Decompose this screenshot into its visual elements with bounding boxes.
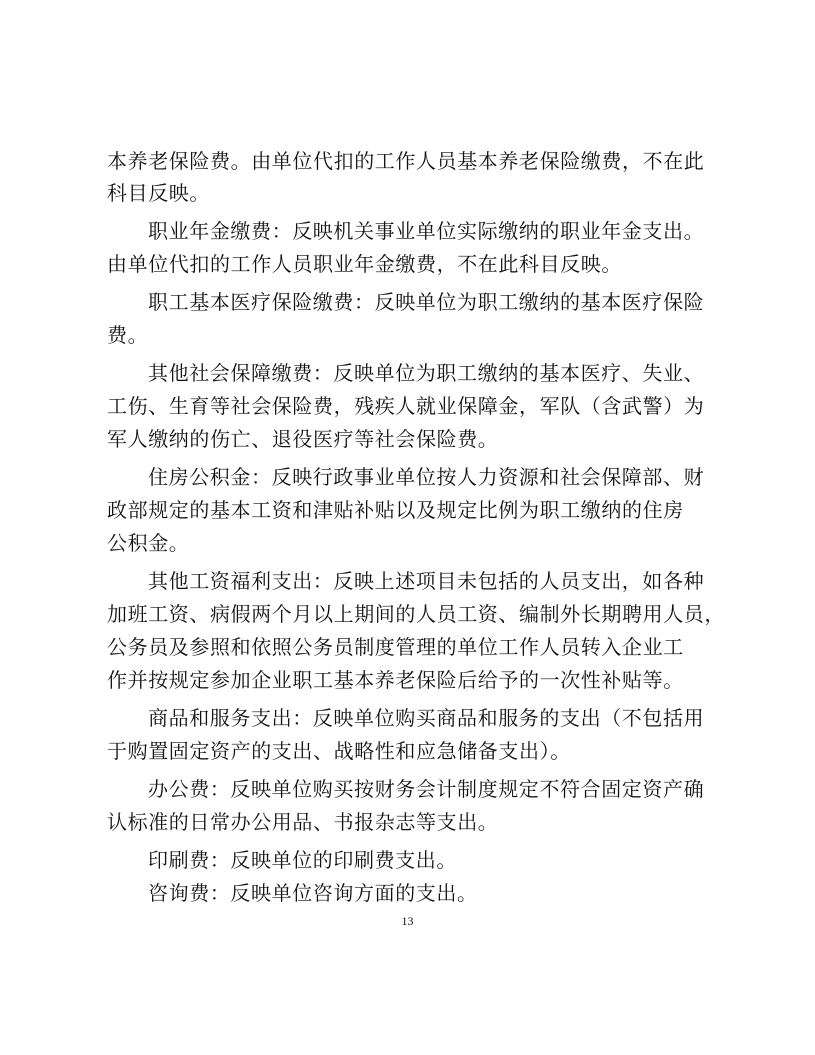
text-line: 公积金。 (107, 531, 190, 555)
text-line: 工伤、生育等社会保险费，残疾人就业保障金，军队（含武警）为 (107, 394, 705, 418)
text-line: 印刷费：反映单位的印刷费支出。 (148, 848, 457, 872)
page-number: 13 (401, 914, 414, 928)
text-line: 政部规定的基本工资和津贴补贴以及规定比例为职工缴纳的住房 (107, 498, 684, 522)
text-line: 加班工资、病假两个月以上期间的人员工资、编制外长期聘用人员， (107, 602, 725, 626)
text-line: 军人缴纳的伤亡、退役医疗等社会保险费。 (107, 427, 499, 451)
text-line: 商品和服务支出：反映单位购买商品和服务的支出（不包括用 (148, 706, 705, 730)
text-line: 本养老保险费。由单位代扣的工作人员基本养老保险缴费，不在此 (107, 149, 705, 173)
text-line: 其他社会保障缴费：反映单位为职工缴纳的基本医疗、失业、 (148, 361, 705, 385)
text-line: 认标准的日常办公用品、书报杂志等支出。 (107, 810, 499, 834)
text-line: 住房公积金：反映行政事业单位按人力资源和社会保障部、财 (148, 465, 705, 489)
text-line: 职工基本医疗保险缴费：反映单位为职工缴纳的基本医疗保险 (148, 290, 705, 314)
text-line: 咨询费：反映单位咨询方面的支出。 (148, 881, 478, 905)
text-line: 作并按规定参加企业职工基本养老保险后给予的一次性补贴等。 (107, 668, 684, 692)
text-line: 科目反映。 (107, 181, 210, 205)
text-line: 公务员及参照和依照公务员制度管理的单位工作人员转入企业工 (107, 635, 684, 659)
text-line: 职业年金缴费：反映机关事业单位实际缴纳的职业年金支出。 (148, 219, 705, 243)
text-line: 于购置固定资产的支出、战略性和应急储备支出）。 (107, 739, 571, 763)
text-line: 办公费：反映单位购买按财务会计制度规定不符合固定资产确 (148, 777, 705, 801)
text-line: 其他工资福利支出：反映上述项目未包括的人员支出，如各种 (148, 569, 705, 593)
text-line: 费。 (107, 323, 149, 347)
text-line: 由单位代扣的工作人员职业年金缴费，不在此科目反映。 (107, 252, 622, 276)
